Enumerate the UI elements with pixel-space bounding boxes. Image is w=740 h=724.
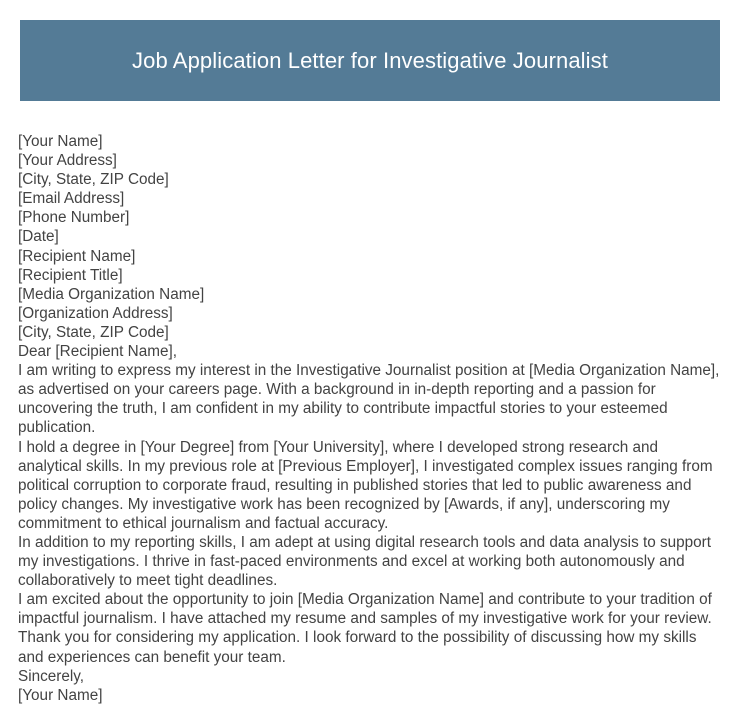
letter-line: [Phone Number] <box>18 209 130 227</box>
document-title: Job Application Letter for Investigative Journalist <box>132 47 608 73</box>
letter-line: [Your Name] <box>18 133 103 150</box>
letter-line: [Email Address] <box>18 190 125 208</box>
letter-line: I am excited about the opportunity to join [Media Organization Name] and contribute to your tradition of impactful journalism. I have attached my resume and samples of my investigative work for your review. Thank you for considering my application. I look forward to the possibility of discussing how my skills and experiences can benefit your team. <box>18 591 712 666</box>
document-header-banner <box>20 20 720 101</box>
letter-body <box>18 132 726 705</box>
letter-line: [City, State, ZIP Code] <box>18 171 169 189</box>
letter-line: [Media Organization Name] <box>18 285 205 303</box>
letter-line: [Your Name] <box>18 686 103 704</box>
letter-line: I hold a degree in [Your Degree] from [Your University], where I developed strong research and analytical skills. In my previous role at [Previous Employer], I investigated complex issues ranging from political corruption to corporate fraud, resulting in published stories that led to public awareness and policy changes. My investigative work has been recognized by [Awards, if any], underscoring my commitment to ethical journalism and factual accuracy. <box>18 438 713 532</box>
letter-line: In addition to my reporting skills, I am adept at using digital research tools and data analysis to support my investigations. I thrive in fast-paced environments and excel at working both autonomously and collaboratively to meet tight deadlines. <box>18 533 711 590</box>
letter-line: Dear [Recipient Name], <box>18 343 177 361</box>
letter-line: [Recipient Title] <box>18 266 123 284</box>
letter-line: Sincerely, <box>18 667 85 685</box>
letter-line: [Recipient Name] <box>18 247 136 265</box>
letter-line: [City, State, ZIP Code] <box>18 323 169 341</box>
letter-line: [Date] <box>18 228 59 246</box>
letter-line: I am writing to express my interest in the Investigative Journalist position at [Media Organization Name], as advertised on your careers page. With a background in in-depth reporting and a passion for uncovering the truth, I am confident in my ability to contribute impactful stories to your esteemed publication. <box>18 362 720 437</box>
letter-line: [Organization Address] <box>18 304 173 322</box>
letter-line: [Your Address] <box>18 152 117 170</box>
